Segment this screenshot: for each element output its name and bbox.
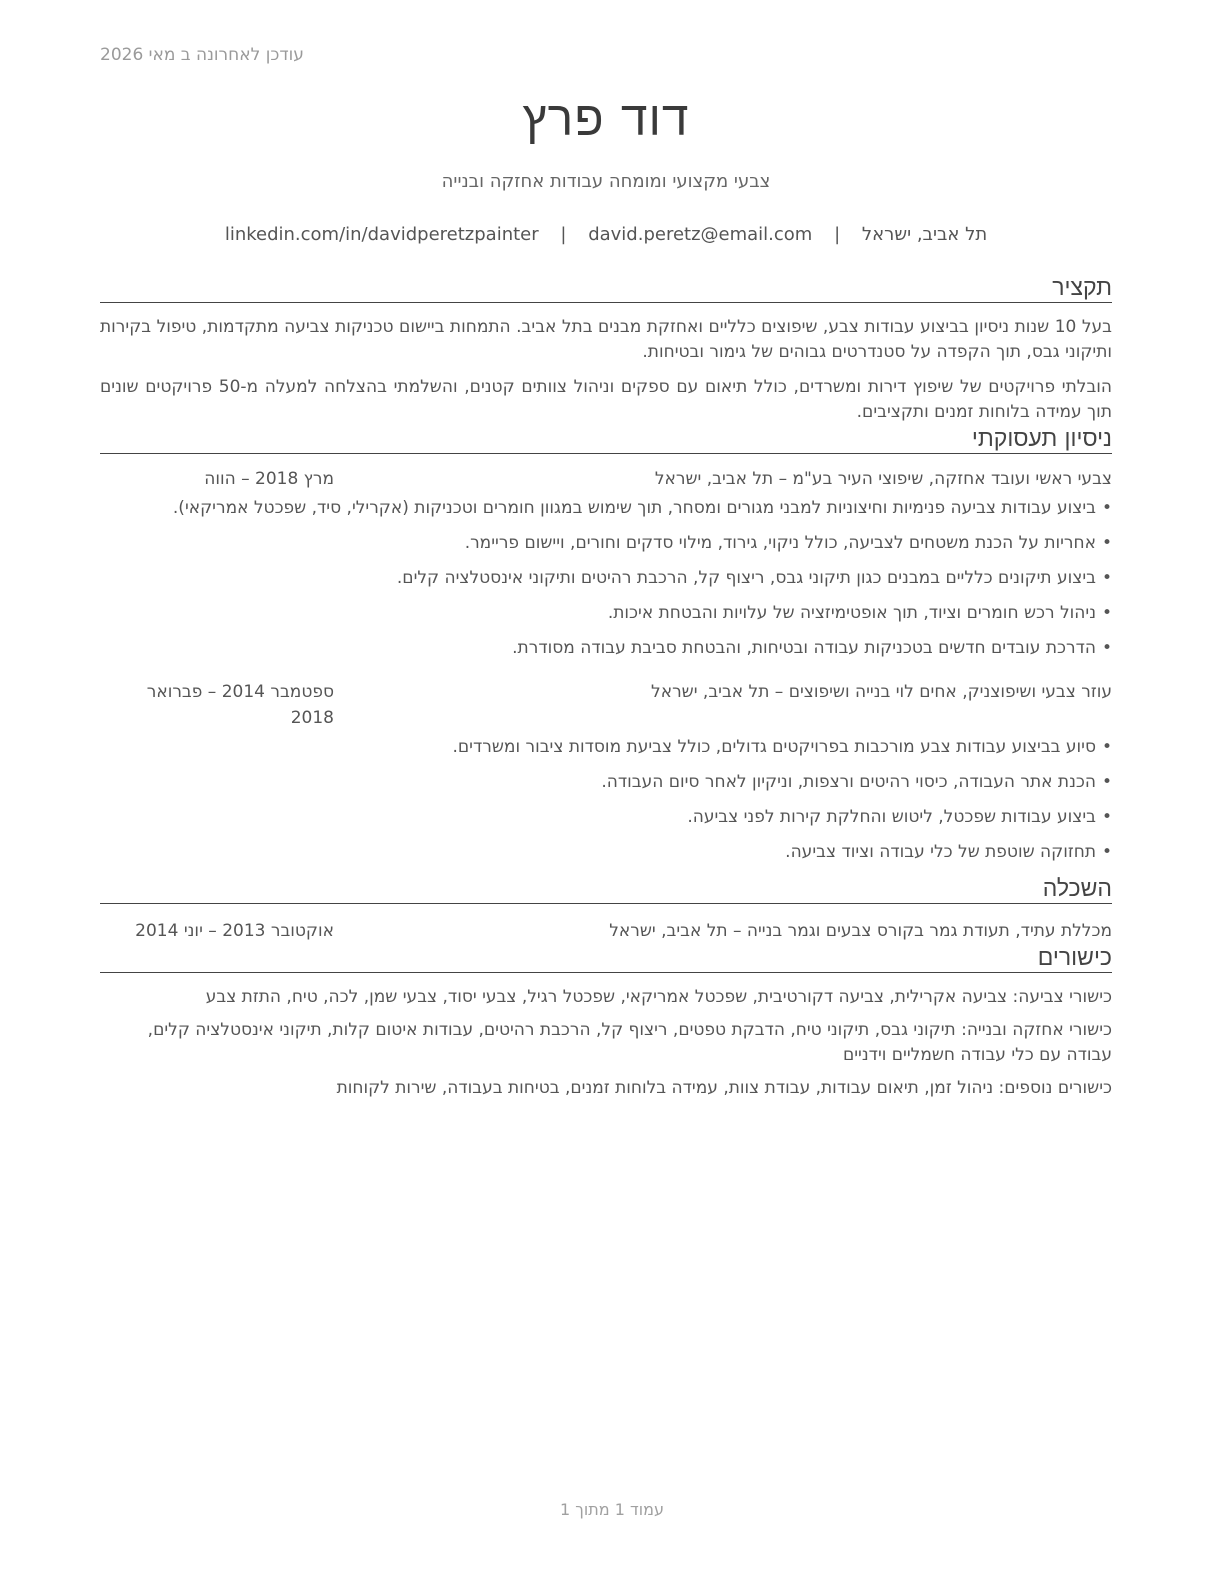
job-duty: • ביצוע תיקונים כלליים במבנים כגון תיקוני גבס, ריצוף קל, הרכבת רהיטים ותיקוני אינסטלציה קלים. bbox=[100, 566, 1112, 591]
job-duties-list bbox=[100, 496, 1112, 661]
contact-separator: | bbox=[834, 224, 841, 245]
job-entry bbox=[100, 466, 1112, 661]
education-title: מכללת עתיד, תעודת גמר בקורס צבעים וגמר בנייה – תל אביב, ישראל bbox=[609, 921, 1112, 941]
education-dates: אוקטובר 2013 – יוני 2014 bbox=[135, 921, 334, 941]
education-heading: השכלה bbox=[100, 875, 1112, 904]
resume-content bbox=[100, 88, 1112, 1101]
contact-email[interactable]: david.peretz@email.com bbox=[588, 224, 813, 245]
job-duty: • ביצוע עבודות שפכטל, ליטוש והחלקת קירות לפני צביעה. bbox=[100, 805, 1112, 830]
skill-line: כישורי צביעה: צביעה אקרילית, צביעה דקורטיבית, שפכטל אמריקאי, שפכטל רגיל, צבעי יסוד, צבעי שמן, לכה, טיח, התזת צבע bbox=[205, 987, 1112, 1007]
candidate-name: דוד פרץ bbox=[522, 91, 690, 147]
contact-separator: | bbox=[560, 224, 567, 245]
contact-line bbox=[100, 222, 1112, 248]
job-duty: • סיוע בביצוע עבודות צבע מורכבות בפרויקטים גדולים, כולל צביעת מוסדות ציבור ומשרדים. bbox=[100, 735, 1112, 760]
job-header bbox=[100, 466, 1112, 492]
job-title: צבעי ראשי ועובד אחזקה, שיפוצי העיר בע"מ – תל אביב, ישראל bbox=[654, 469, 1112, 489]
job-duty: • אחריות על הכנת משטחים לצביעה, כולל ניקוי, גירוד, מילוי סדקים וחורים, ויישום פריימר. bbox=[100, 531, 1112, 556]
summary-section bbox=[100, 274, 1112, 425]
education-section bbox=[100, 875, 1112, 944]
job-entry bbox=[100, 679, 1112, 865]
job-duty: • הדרכת עובדים חדשים בטכניקות עבודה ובטיחות, והבטחת סביבת עבודה מסודרת. bbox=[100, 636, 1112, 661]
job-dates: ספטמבר 2014 – פברואר 2018 bbox=[146, 682, 334, 728]
job-duty: • הכנת אתר העבודה, כיסוי רהיטים ורצפות, וניקיון לאחר סיום העבודה. bbox=[100, 770, 1112, 795]
job-dates: מרץ 2018 – הווה bbox=[204, 469, 334, 489]
skills-heading: כישורים bbox=[100, 944, 1112, 973]
experience-section bbox=[100, 425, 1112, 865]
summary-paragraph: בעל 10 שנות ניסיון בביצוע עבודות צבע, שיפוצים כלליים ואחזקת מבנים בתל אביב. התמחות ביישום טכניקות צביעה מתקדמות, טיפול בקירות ותיקוני גבס, תוך הקפדה על סטנדרטים גבוהים של גימור ובטיחות. bbox=[100, 317, 1112, 362]
last-updated-note: עודכן לאחרונה ב מאי 2026 bbox=[100, 45, 304, 65]
skill-line: כישורים נוספים: ניהול זמן, תיאום עבודות, עבודת צוות, עמידה בלוחות זמנים, בטיחות בעבודה, שירות לקוחות bbox=[336, 1078, 1112, 1098]
skills-section bbox=[100, 944, 1112, 1101]
page-number: עמוד 1 מתוך 1 bbox=[560, 1500, 664, 1519]
summary-heading: תקציר bbox=[100, 274, 1112, 303]
skill-line: כישורי אחזקה ובנייה: תיקוני גבס, תיקוני טיח, הדבקת טפטים, ריצוף קל, הרכבת רהיטים, עבודות איטום קלות, תיקוני אינסטלציה קלים, עבודה עם כלי עבודה חשמליים וידניים bbox=[147, 1020, 1112, 1065]
education-entry bbox=[100, 918, 1112, 944]
job-title: עוזר צבעי ושיפוצניק, אחים לוי בנייה ושיפוצים – תל אביב, ישראל bbox=[651, 682, 1112, 702]
job-duty: • ניהול רכש חומרים וציוד, תוך אופטימיזציה של עלויות והבטחת איכות. bbox=[100, 601, 1112, 626]
contact-location: תל אביב, ישראל bbox=[861, 224, 988, 245]
job-duties-list bbox=[100, 735, 1112, 865]
candidate-tagline: צבעי מקצועי ומומחה עבודות אחזקה ובנייה bbox=[441, 171, 771, 192]
summary-paragraph: הובלתי פרויקטים של שיפוץ דירות ומשרדים, כולל תיאום עם ספקים וניהול צוותים קטנים, והשלמתי בהצלחה למעלה מ-50 פרויקטים שונים תוך עמידה בלוחות זמנים ותקציבים. bbox=[100, 377, 1113, 422]
contact-linkedin[interactable]: linkedin.com/in/davidperetzpainter bbox=[224, 224, 539, 245]
experience-heading: ניסיון תעסוקתי bbox=[100, 425, 1112, 454]
job-header bbox=[100, 679, 1112, 731]
job-duty: • ביצוע עבודות צביעה פנימיות וחיצוניות למבני מגורים ומסחר, תוך שימוש במגוון חומרים וטכניקות (אקרילי, סיד, שפכטל אמריקאי). bbox=[100, 496, 1112, 521]
job-duty: • תחזוקה שוטפת של כלי עבודה וציוד צביעה. bbox=[100, 840, 1112, 865]
